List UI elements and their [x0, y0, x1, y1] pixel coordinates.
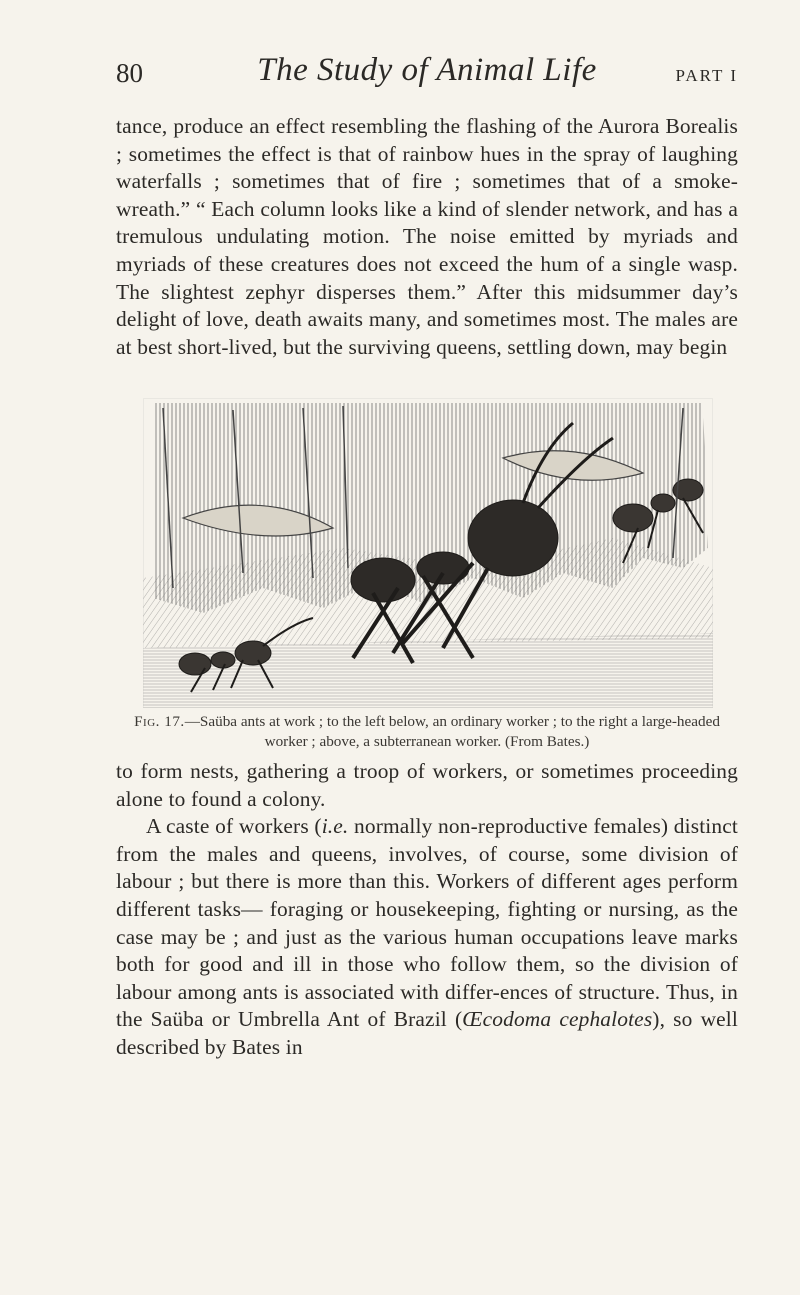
paragraph-1: tance, produce an effect resembling the flashing of the Aurora Borealis ; sometimes the effect is that of rainbow hues in the spray of laughing waterfalls ; sometimes that of fire ; sometimes that of a smoke-wreath.” “ Each column looks like a kind of slender network, and has a tremulous undulating motion. The noise emitted by myriads and myriads of these creatures does not exceed the hum of a single wasp. The slightest zephyr disperses them.” After this midsummer day’s delight of love, death awaits many, and sometimes most. The males are at best short-lived, but the surviving queens, settling down, may begin [116, 114, 738, 359]
paragraph-3-part-b: normally non-reproductive females) distinct from the males and queens, involves, of course, some division of labour ; but there is more than this. Workers of different ages perform different tasks— foraging or housekeeping, fighting or nursing, as the case may be ; and just as the various human occupations leave marks both for good and ill in those who follow them, so the division of labour among ants is associated with differ-ences of structure. Thus, in the Saüba or Umbrella Ant of Brazil ( [116, 814, 738, 1032]
paragraph-2: to form nests, gathering a troop of workers, or sometimes proceeding alone to found a colony. [116, 759, 738, 811]
figure-caption [116, 712, 738, 752]
figure-illustration [143, 398, 713, 708]
part-label: PART I [675, 66, 738, 85]
ant-engraving [143, 398, 713, 708]
paragraph-3-part-a: A caste of workers ( [146, 814, 322, 839]
page-number: 80 [116, 58, 143, 88]
species-name: Œcodoma cephalotes [462, 1007, 653, 1032]
figure-label: Fig. 17. [134, 713, 185, 730]
figure-caption-text: —Saüba ants at work ; to the left below, an ordinary worker ; to the right a large-headed worker ; above, a subterranean worker. (From Bates.) [184, 713, 720, 750]
running-title: The Study of Animal Life [257, 52, 597, 88]
running-header [116, 52, 738, 100]
paragraph-3 [116, 813, 738, 1061]
paragraph-3-part-c: ), so well described by Bates in [116, 1007, 738, 1059]
ie-abbreviation: i.e. [321, 814, 349, 839]
text-block-2 [116, 758, 738, 1062]
